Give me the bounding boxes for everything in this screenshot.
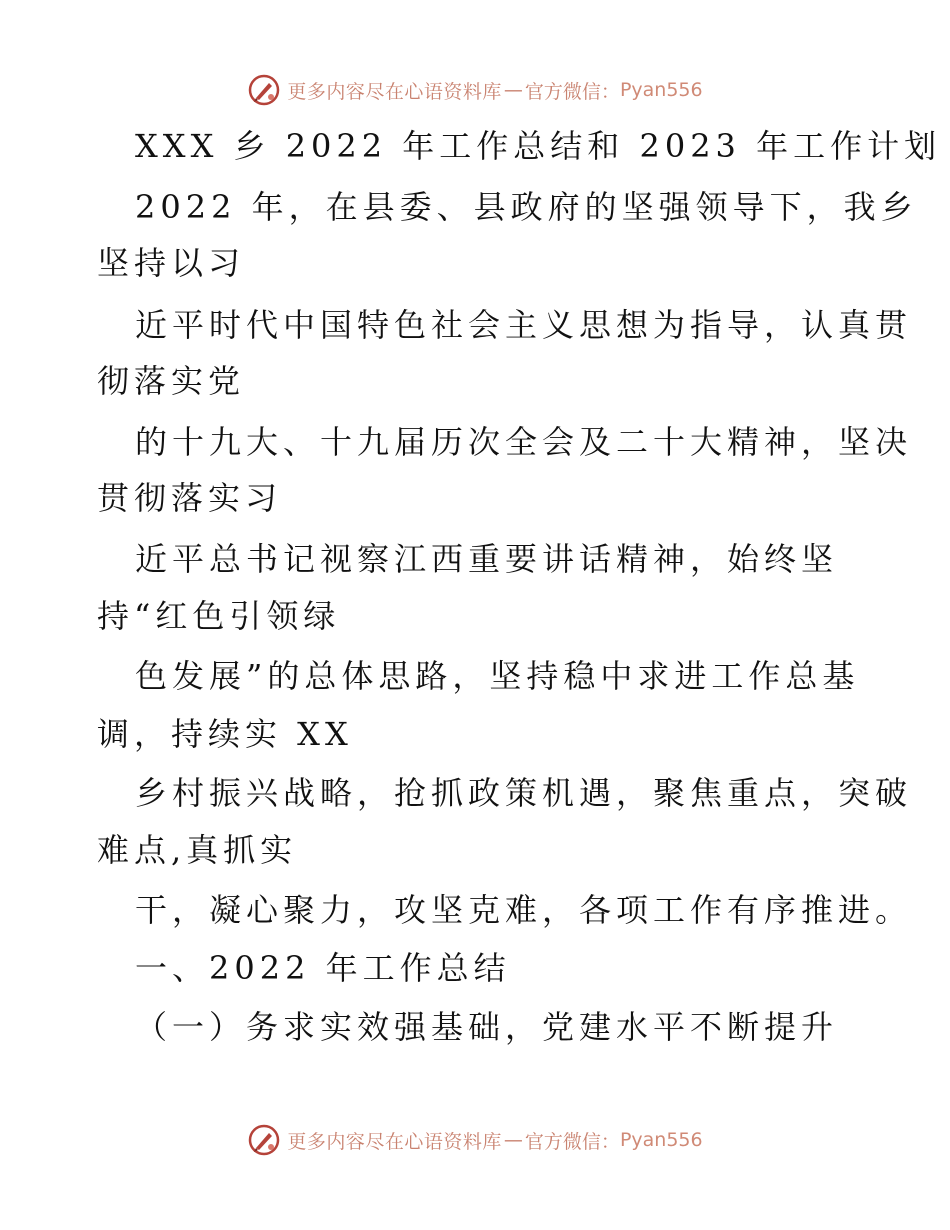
watermark-text: 更多内容尽在心语资料库 xyxy=(287,1130,502,1153)
paragraph-line: 色发展”的总体思路，坚持稳中求进工作总基 xyxy=(135,657,860,695)
watermark-id: Pyan556 xyxy=(619,1129,703,1151)
watermark-text: 更多内容尽在心语资料库 xyxy=(287,80,502,103)
paragraph-line: 近平总书记视察江西重要讲话精神，始终坚 xyxy=(135,540,839,578)
watermark-separator: — xyxy=(503,79,523,101)
paragraph-line: 难点,真抓实 xyxy=(97,831,298,869)
paragraph-line: 2022 年，在县委、县政府的坚强领导下，我乡 xyxy=(135,188,918,226)
subsection-heading: （一）务求实效强基础，党建水平不断提升 xyxy=(135,1008,839,1046)
watermark-label: 官方微信： xyxy=(524,1130,620,1153)
footer-watermark xyxy=(0,1120,950,1160)
paragraph-line: 贯彻落实习 xyxy=(97,479,283,517)
paragraph-line: 坚持以习 xyxy=(97,244,246,282)
paragraph-line: 乡村振兴战略，抢抓政策机遇，聚焦重点，突破 xyxy=(135,774,913,812)
document-title: XXX 乡 2022 年工作总结和 2023 年工作计划 xyxy=(135,127,942,165)
paragraph-line: 彻落实党 xyxy=(97,362,246,400)
watermark-label: 官方微信： xyxy=(524,80,620,103)
paragraph-line: 调，持续实 XX xyxy=(97,715,353,753)
paragraph-line: 的十九大、十九届历次全会及二十大精神，坚决 xyxy=(135,423,913,461)
paragraph-line: 近平时代中国特色社会主义思想为指导，认真贯 xyxy=(135,306,913,344)
watermark-id: Pyan556 xyxy=(619,79,703,101)
pen-logo-icon xyxy=(247,73,281,107)
pen-logo-icon xyxy=(247,1123,281,1157)
header-watermark xyxy=(0,70,950,110)
paragraph-line: 持“红色引领绿 xyxy=(97,597,341,635)
section-heading: 一、2022 年工作总结 xyxy=(135,949,511,987)
watermark-separator: — xyxy=(503,1129,523,1151)
paragraph-line: 干，凝心聚力，攻坚克难，各项工作有序推进。 xyxy=(135,891,913,929)
